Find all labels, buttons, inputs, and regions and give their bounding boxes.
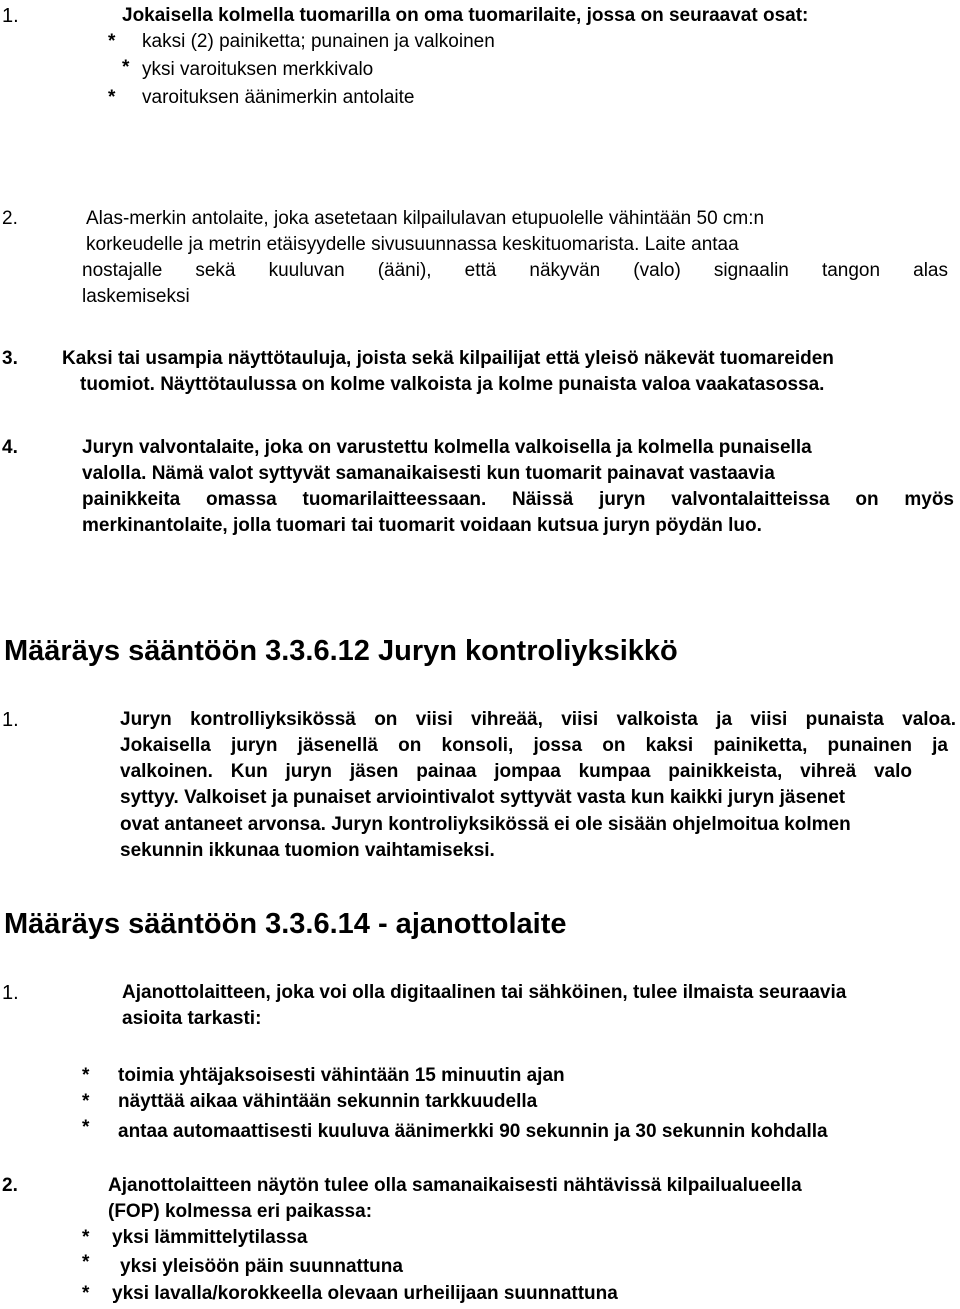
timing-fop-bullet-2: yksi yleisöön päin suunnattuna <box>120 1256 403 1277</box>
item-4-line-1: Juryn valvontalaite, joka on varustettu kolmella valkoisella ja kolmella punaisella <box>82 437 812 458</box>
bullet-marker: * <box>82 1252 90 1273</box>
bullet-marker: * <box>82 1117 90 1138</box>
bullet-marker: * <box>82 1283 90 1304</box>
item-number-2: 2. <box>2 208 18 229</box>
control-unit-line-4: syttyy. Valkoiset ja punaiset arviointivalot syttyvät vasta kun kaikki juryn jäsenet <box>120 787 846 808</box>
item-number-4: 4. <box>2 437 18 458</box>
item-number-1: 1. <box>2 982 19 1004</box>
item-number-2: 2. <box>2 1175 18 1196</box>
item-number-3: 3. <box>2 348 18 369</box>
bullet-marker: * <box>108 31 116 52</box>
section-heading-jury-control-unit: Määräys sääntöön 3.3.6.12 Juryn kontroliyksikkö <box>4 635 678 667</box>
item-1-bullet-3: varoituksen äänimerkin antolaite <box>142 87 415 108</box>
timing-item-1-line-1: Ajanottolaitteen, joka voi olla digitaalinen tai sähköinen, tulee ilmaista seuraavia <box>122 982 847 1003</box>
item-2-line-2: korkeudelle ja metrin etäisyydelle sivusuunnassa keskituomarista. Laite antaa <box>86 234 739 255</box>
control-unit-line-1: Juryn kontrolliyksikössä on viisi vihreää, viisi valkoista ja viisi punaista valoa. <box>120 709 956 730</box>
control-unit-line-6: sekunnin ikkunaa tuomion vaihtamiseksi. <box>120 840 495 861</box>
section-heading-timing-device: Määräys sääntöön 3.3.6.14 - ajanottolaite <box>4 908 567 940</box>
timing-item-1-line-2: asioita tarkasti: <box>122 1008 262 1029</box>
item-2-line-3: nostajalle sekä kuuluvan (ääni), että näkyvän (valo) signaalin tangon alas <box>82 260 948 281</box>
bullet-marker: * <box>82 1227 90 1248</box>
item-1-bullet-1: kaksi (2) painiketta; punainen ja valkoinen <box>142 31 495 52</box>
bullet-marker: * <box>82 1091 90 1112</box>
bullet-marker: * <box>82 1065 90 1086</box>
item-2-line-4: laskemiseksi <box>82 286 190 307</box>
item-number-1: 1. <box>2 709 19 731</box>
control-unit-line-2: Jokaisella juryn jäsenellä on konsoli, jossa on kaksi painiketta, punainen ja <box>120 735 948 756</box>
item-2-line-1: Alas-merkin antolaite, joka asetetaan kilpailulavan etupuolelle vähintään 50 cm:n <box>86 208 765 229</box>
item-3-line-2: tuomiot. Näyttötaulussa on kolme valkoista ja kolme punaista valoa vaakatasossa. <box>80 374 825 395</box>
item-4-line-2: valolla. Nämä valot syttyvät samanaikaisesti kun tuomarit painavat vastaavia <box>82 463 775 484</box>
timing-bullet-2: näyttää aikaa vähintään sekunnin tarkkuudella <box>118 1091 538 1112</box>
item-4-line-4: merkinantolaite, jolla tuomari tai tuomarit voidaan kutsua juryn pöydän luo. <box>82 515 762 536</box>
timing-item-2-line-1: Ajanottolaitteen näytön tulee olla samanaikaisesti nähtävissä kilpailualueella <box>108 1175 802 1196</box>
item-4-line-3: painikkeita omassa tuomarilaitteessaan. Näissä juryn valvontalaitteissa on myös <box>82 489 954 510</box>
item-1-bullet-2: yksi varoituksen merkkivalo <box>142 59 374 80</box>
control-unit-line-3: valkoinen. Kun juryn jäsen painaa jompaa kumpaa painikkeista, vihreä valo <box>120 761 912 782</box>
control-unit-line-5: ovat antaneet arvonsa. Juryn kontroliyksikössä ei ole sisään ohjelmoitua kolmen <box>120 814 851 835</box>
timing-bullet-3: antaa automaattisesti kuuluva äänimerkki 90 sekunnin ja 30 sekunnin kohdalla <box>118 1121 828 1142</box>
timing-fop-bullet-1: yksi lämmittelytilassa <box>112 1227 308 1248</box>
timing-item-2-line-2: (FOP) kolmessa eri paikassa: <box>108 1201 373 1222</box>
bullet-marker: * <box>108 87 116 108</box>
item-number-1: 1. <box>2 5 19 27</box>
bullet-marker: * <box>122 57 130 78</box>
item-1-title: Jokaisella kolmella tuomarilla on oma tuomarilaite, jossa on seuraavat osat: <box>122 5 809 26</box>
timing-bullet-1: toimia yhtäjaksoisesti vähintään 15 minuutin ajan <box>118 1065 565 1086</box>
timing-fop-bullet-3: yksi lavalla/korokkeella olevaan urheilijaan suunnattuna <box>112 1283 618 1304</box>
item-3-line-1: Kaksi tai usampia näyttötauluja, joista sekä kilpailijat että yleisö näkevät tuomareiden <box>62 348 834 369</box>
